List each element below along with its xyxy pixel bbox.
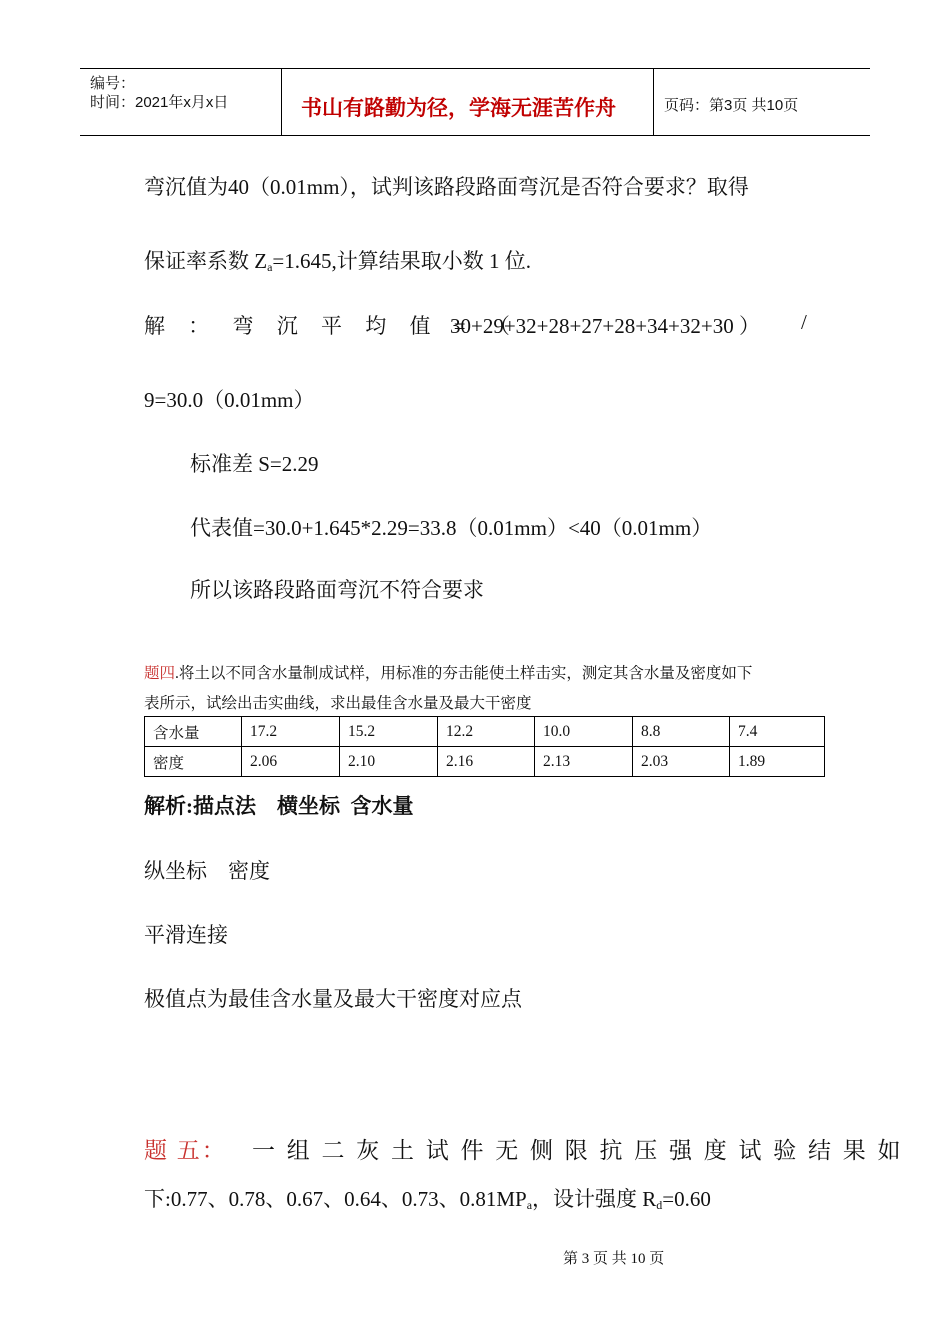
header-divider-right — [653, 68, 654, 136]
q4-analysis-4: 极值点为最佳含水量及最大干密度对应点 — [144, 987, 522, 1011]
header-page-info: 页码：第3页 共10页 — [664, 97, 799, 114]
table-cell: 7.4 — [730, 717, 825, 747]
q4-analysis-1: 解析:描点法 横坐标 含水量 — [144, 794, 414, 818]
body-line-2-b: =1.645,计算结果取小数 1 位. — [272, 249, 531, 273]
body-line-7: 所以该路段路面弯沉不符合要求 — [190, 578, 484, 602]
data-table — [144, 716, 825, 777]
q5-label: 题 五： — [144, 1138, 227, 1163]
q5-text-2-sub1: a — [526, 1198, 533, 1212]
table-cell: 含水量 — [145, 717, 242, 747]
body-line-6: 代表值=30.0+1.645*2.29=33.8（0.01mm）<40（0.01mm） — [190, 516, 713, 540]
body-line-3-tail: / — [801, 310, 807, 334]
q5-text-2-b: ，设计强度 R — [532, 1187, 657, 1211]
q4-analysis-2: 纵坐标 密度 — [144, 859, 270, 883]
body-line-4: 9=30.0（0.01mm） — [144, 388, 315, 412]
q4-text-1: .将土以不同含水量制成试样，用标准的夯击能使土样击实，测定其含水量及密度如下 — [175, 665, 753, 682]
header-motto: 书山有路勤为径，学海无涯苦作舟 — [301, 96, 616, 120]
table-cell: 2.16 — [438, 747, 535, 777]
q5-text-2 — [144, 1183, 711, 1213]
header-time-label: 时间：2021年x月x日 — [90, 94, 229, 111]
table-row — [145, 747, 825, 777]
q4-label: 题四 — [144, 665, 176, 682]
q4-analysis-3: 平滑连接 — [144, 923, 228, 947]
table-cell: 17.2 — [242, 717, 340, 747]
table-cell: 2.13 — [535, 747, 633, 777]
table-cell: 15.2 — [340, 717, 438, 747]
body-line-3-lead: 解 ： 弯 沉 平 均 值 = （ — [144, 314, 519, 338]
table-cell: 2.10 — [340, 747, 438, 777]
body-line-1: 弯沉值为40（0.01mm），试判该路段路面弯沉是否符合要求？取得 — [144, 175, 749, 199]
table-cell: 8.8 — [633, 717, 730, 747]
table-cell: 1.89 — [730, 747, 825, 777]
body-line-3-expr: 30+29+32+28+27+28+34+32+30 ） — [450, 314, 760, 338]
table-cell: 10.0 — [535, 717, 633, 747]
header-top-rule — [80, 68, 870, 69]
q5-text-2-c: =0.60 — [662, 1187, 711, 1211]
table-cell: 密度 — [145, 747, 242, 777]
q5-text-2-a: 下:0.77、0.78、0.67、0.64、0.73、0.81MP — [144, 1187, 527, 1211]
table-cell: 2.06 — [242, 747, 340, 777]
header-number-label: 编号： — [90, 75, 136, 92]
header-bottom-rule — [80, 135, 870, 136]
q5-text-1: 一 组 二 灰 土 试 件 无 侧 限 抗 压 强 度 试 验 结 果 如 — [252, 1138, 904, 1163]
q4-text-line-2: 表所示，试绘出击实曲线，求出最佳含水量及最大干密度 — [144, 695, 532, 712]
table-cell: 12.2 — [438, 717, 535, 747]
table-row — [145, 717, 825, 747]
body-line-2 — [144, 245, 531, 275]
body-line-2-sub: a — [267, 260, 273, 274]
q5-text-2-sub2: d — [656, 1198, 663, 1212]
body-line-5: 标准差 S=2.29 — [190, 452, 319, 476]
page-footer: 第 3 页 共 10 页 — [563, 1251, 665, 1267]
q4-text-line-1 — [144, 661, 752, 683]
table-cell: 2.03 — [633, 747, 730, 777]
header-divider-left — [281, 68, 282, 136]
body-line-2-a: 保证率系数 Z — [144, 249, 268, 273]
